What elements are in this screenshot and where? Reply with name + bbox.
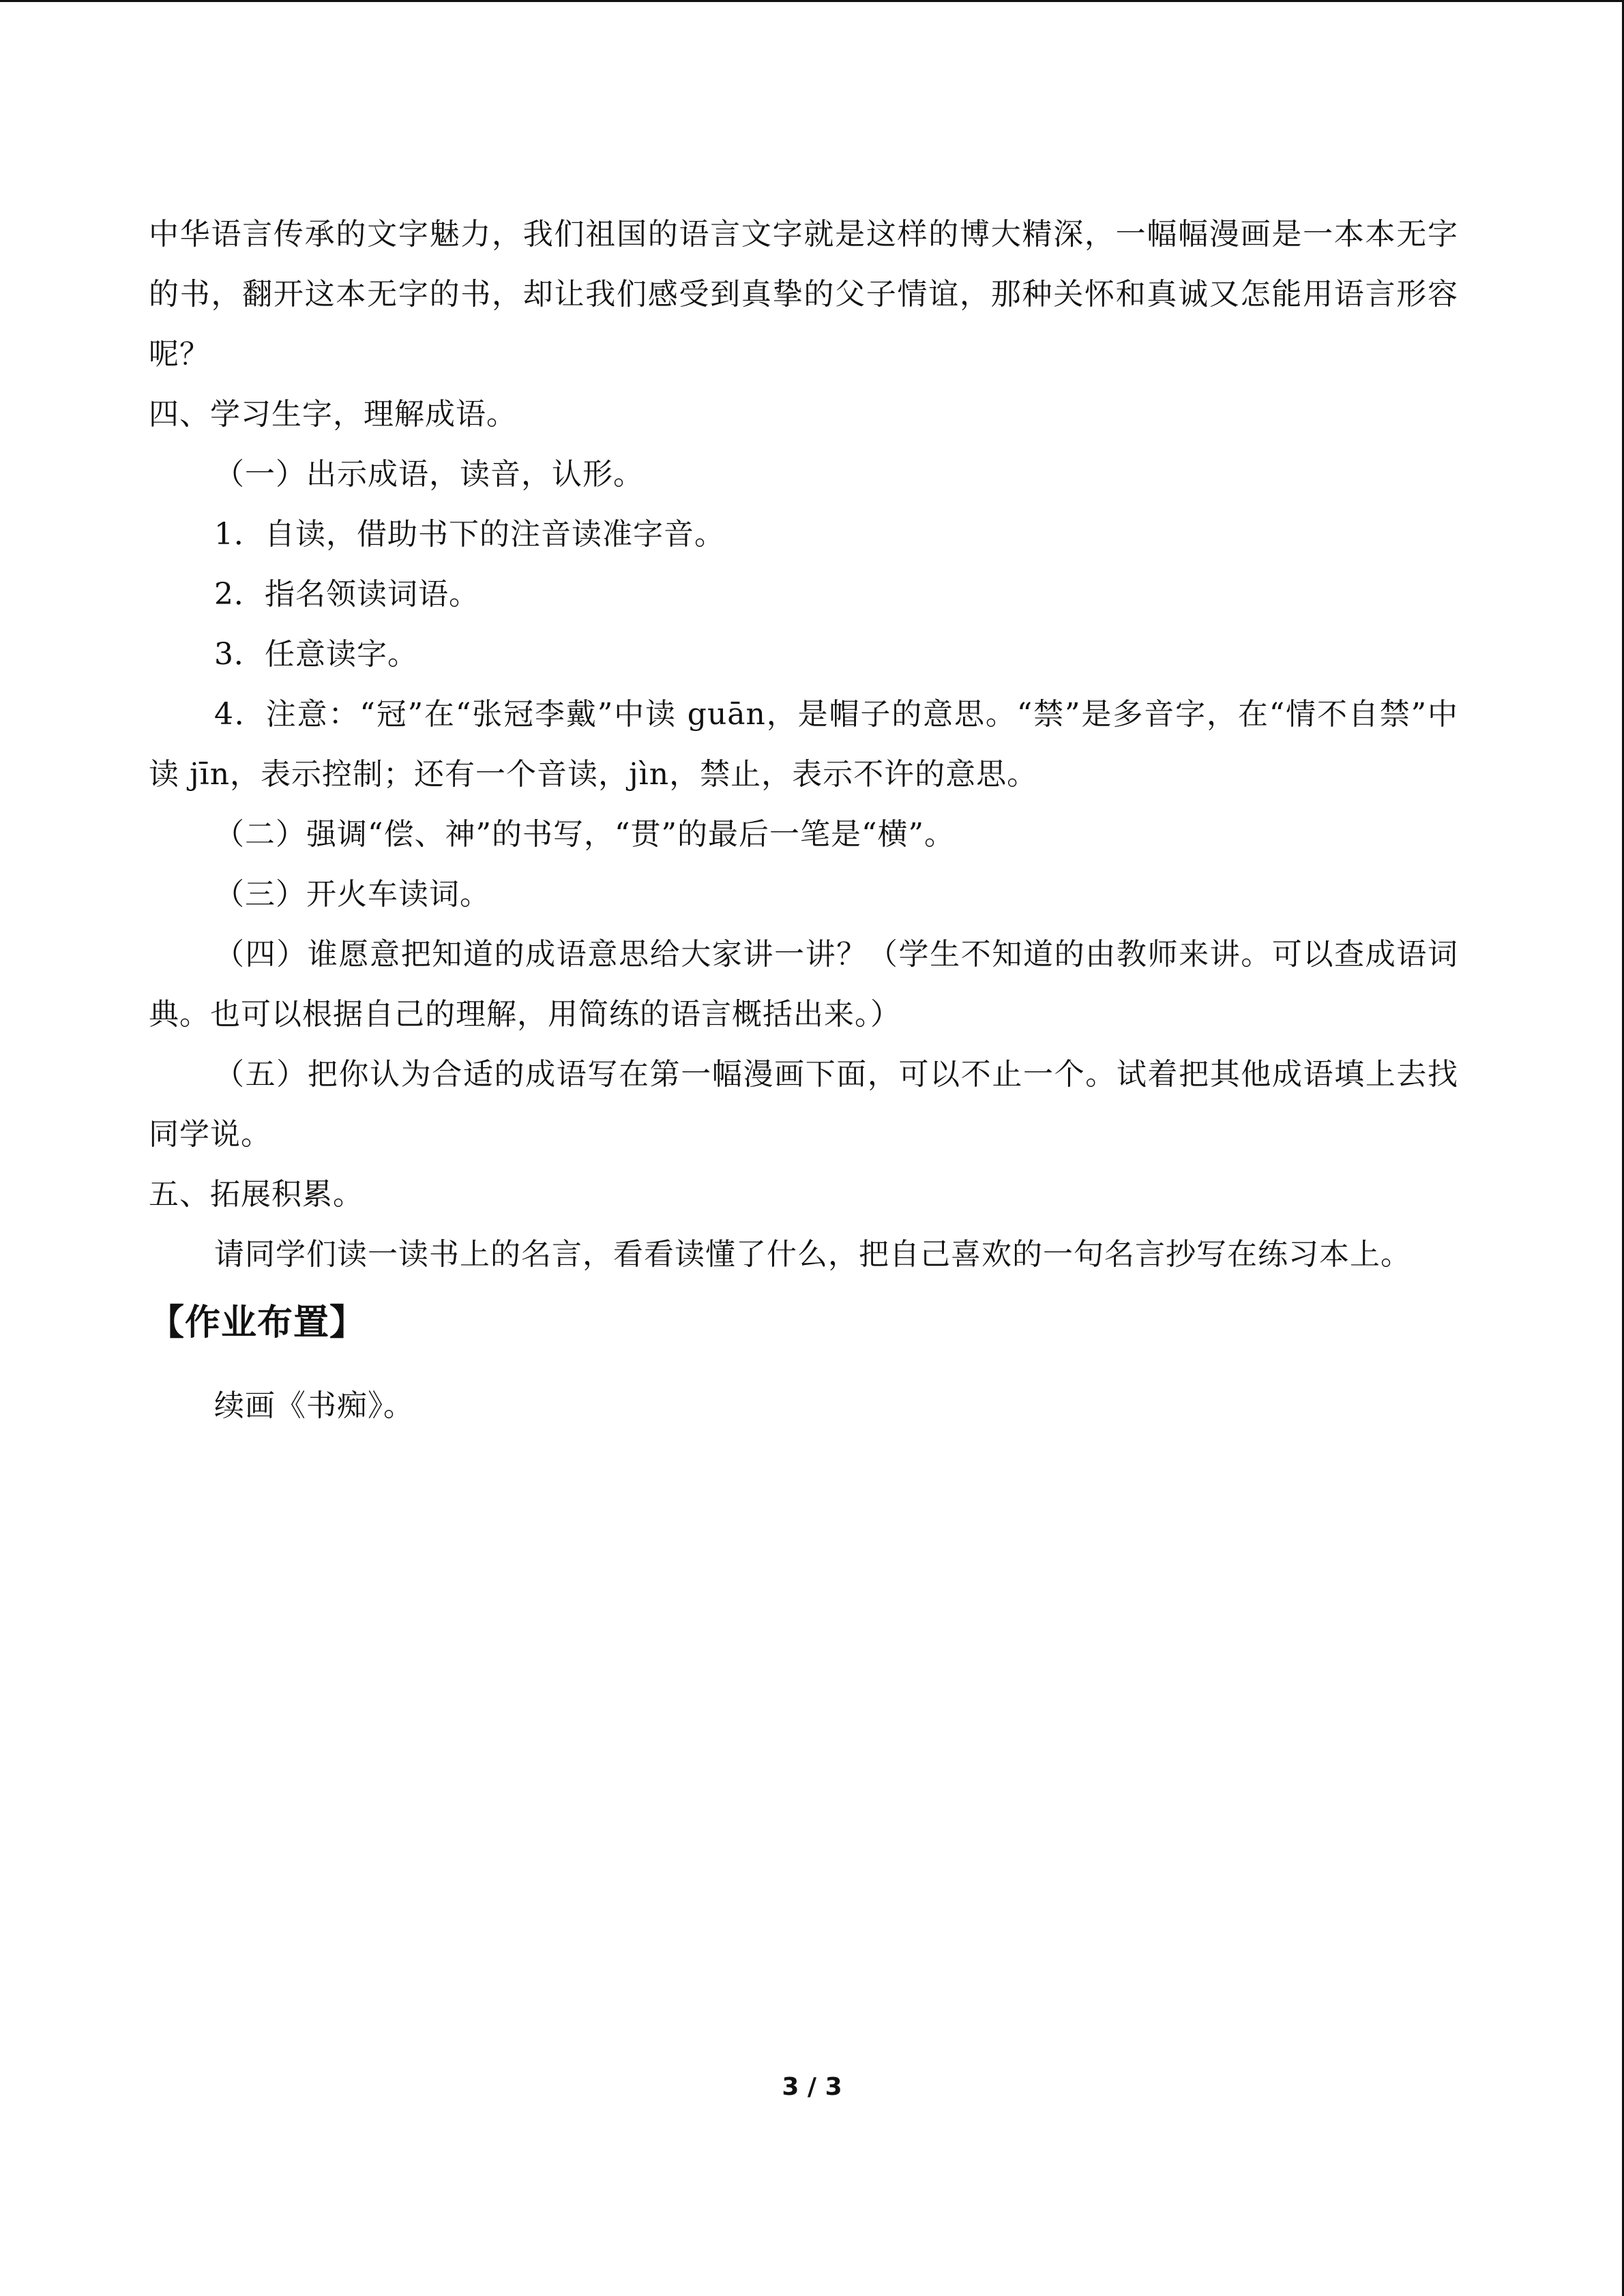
document-body [149,205,1458,1436]
list-item-4: 4．注意：“冠”在“张冠李戴”中读 guān，是帽子的意思。“禁”是多音字，在“情不自禁”中读 jīn，表示控制；还有一个音读，jìn，禁止，表示不许的意思。 [149,697,1458,792]
homework-text: 续画《书痴》。 [214,1388,414,1423]
paragraph-intro: 中华语言传承的文字魅力，我们祖国的语言文字就是这样的博大精深，一幅幅漫画是一本本无字的书，翻开这本无字的书，却让我们感受到真挚的父子情谊，那种关怀和真诚又怎能用语言形容呢？ [149,217,1458,372]
sub-item-one: （一）出示成语，读音，认形。 [214,457,644,492]
homework-heading: 【作业布置】 [149,1302,366,1343]
page-number: 3 / 3 [782,2073,842,2101]
section-heading-five: 五、拓展积累。 [149,1177,364,1212]
section-heading-four: 四、学习生字，理解成语。 [149,397,517,432]
sub-item-four: （四）谁愿意把知道的成语意思给大家讲一讲？（学生不知道的由教师来讲。可以查成语词典。也可以根据自己的理解，用简练的语言概括出来。） [149,937,1458,1032]
page-border-top [0,0,1624,2]
list-item-1: 1．自读，借助书下的注音读准字音。 [214,517,725,552]
sub-item-three: （三）开火车读词。 [214,877,490,912]
paragraph-quotes: 请同学们读一读书上的名言，看看读懂了什么，把自己喜欢的一句名言抄写在练习本上。 [214,1237,1411,1272]
sub-item-five: （五）把你认为合适的成语写在第一幅漫画下面，可以不止一个。试着把其他成语填上去找同学说。 [149,1057,1458,1152]
list-item-3: 3．任意读字。 [214,637,418,672]
list-item-2: 2．指名领读词语。 [214,577,479,612]
sub-item-two: （二）强调“偿、神”的书写，“贯”的最后一笔是“横”。 [214,817,955,852]
